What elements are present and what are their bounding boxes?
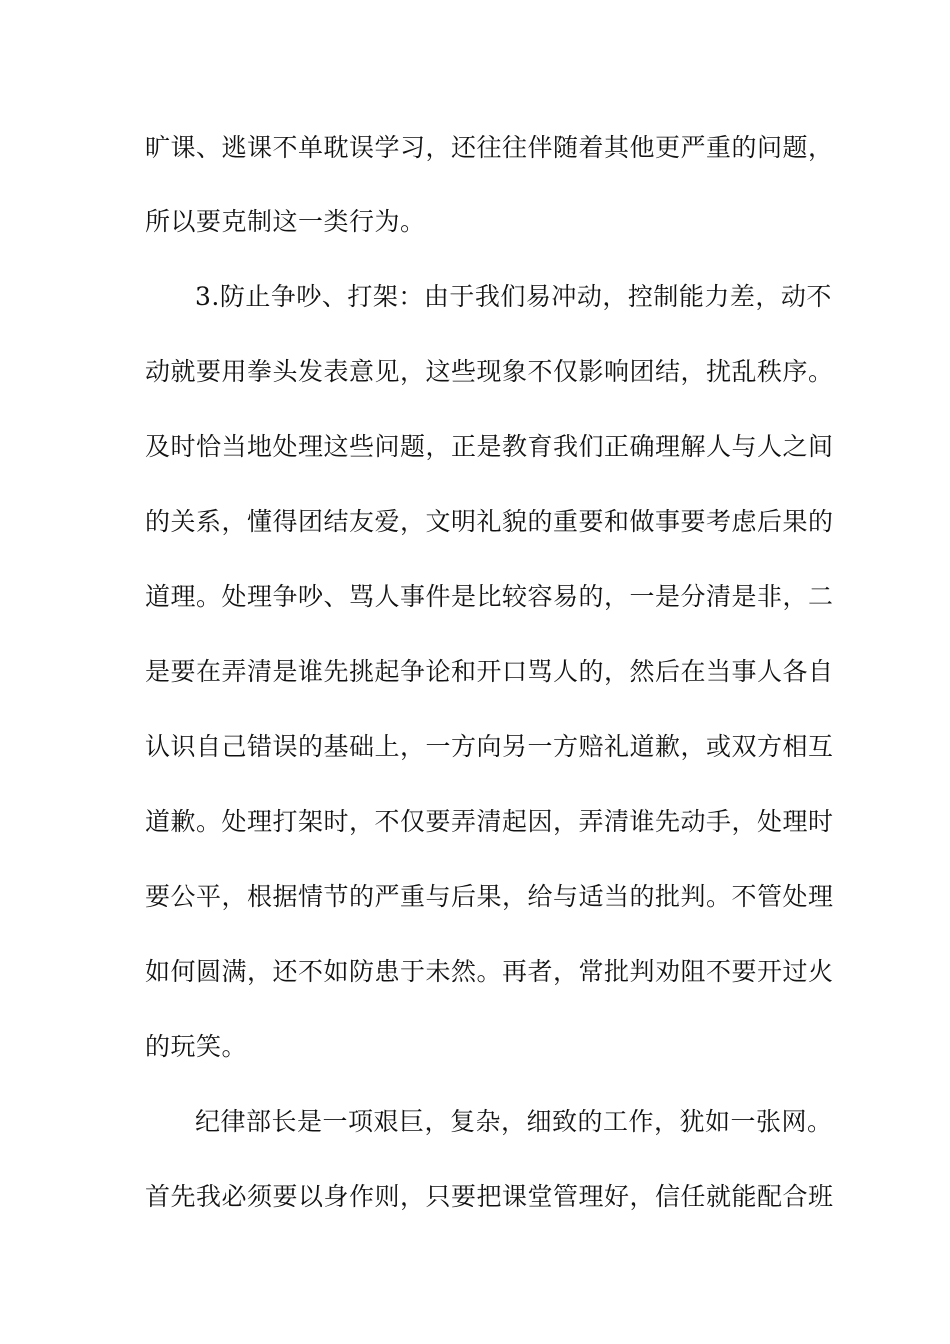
- text-line: 首先我必须要以身作则，只要把课堂管理好，信任就能配合班: [145, 1182, 834, 1211]
- text-line: 道歉。处理打架时，不仅要弄清起因，弄清谁先动手，处理时: [145, 807, 834, 836]
- text-line: 动就要用拳头发表意见，这些现象不仅影响团结，扰乱秩序。: [145, 357, 834, 386]
- paragraph-start-line: 3.防止争吵、打架：由于我们易冲动，控制能力差，动不: [195, 282, 832, 311]
- text-line: 及时恰当地处理这些问题，正是教育我们正确理解人与人之间: [145, 432, 834, 461]
- text-line: 要公平，根据情节的严重与后果，给与适当的批判。不管处理: [145, 882, 834, 911]
- text-line: 旷课、逃课不单耽误学习，还往往伴随着其他更严重的问题，: [145, 133, 834, 162]
- text-line: 的关系，懂得团结友爱，文明礼貌的重要和做事要考虑后果的: [145, 507, 834, 536]
- text-line: 认识自己错误的基础上，一方向另一方赔礼道歉，或双方相互: [145, 732, 834, 761]
- text-line: 的玩笑。: [145, 1032, 248, 1061]
- text-line: 是要在弄清是谁先挑起争论和开口骂人的，然后在当事人各自: [145, 657, 834, 686]
- text-line: 道理。处理争吵、骂人事件是比较容易的，一是分清是非，二: [145, 582, 834, 611]
- text-line: 如何圆满，还不如防患于未然。再者，常批判劝阻不要开过火: [145, 957, 834, 986]
- paragraph-start-line: 纪律部长是一项艰巨，复杂，细致的工作，犹如一张网。: [195, 1107, 833, 1136]
- text-line: 所以要克制这一类行为。: [145, 207, 426, 236]
